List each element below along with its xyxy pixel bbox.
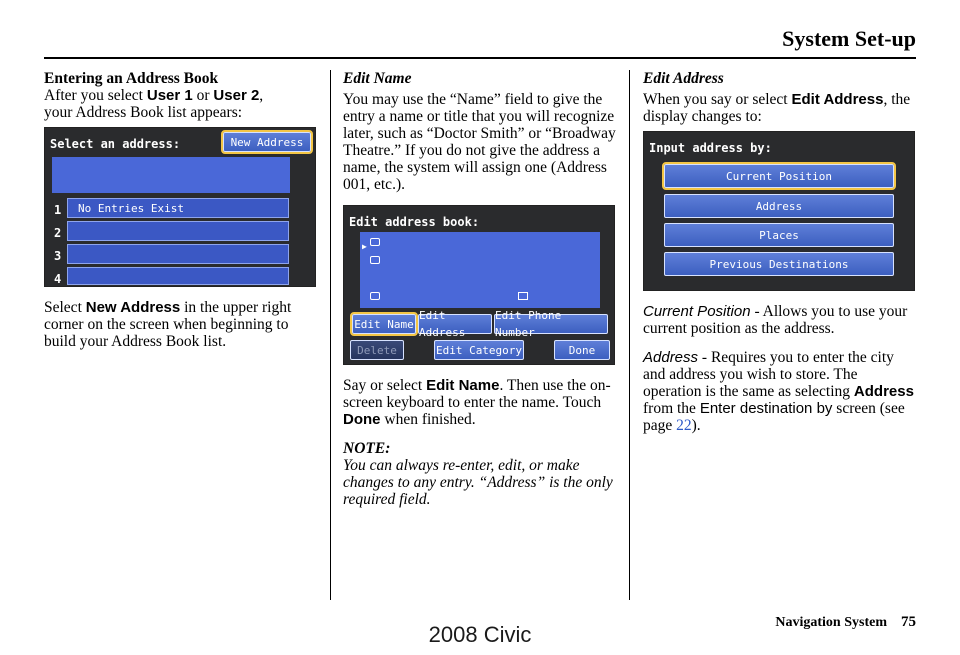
para-text: - Requires you to enter the city and address you wish to store. The operation is the same as selecting — [643, 349, 894, 400]
screen-input-address-by — [643, 131, 915, 291]
column-edit-name — [343, 70, 619, 508]
row-number: 4 — [54, 272, 62, 286]
name-field-icon — [370, 238, 380, 246]
footer-section-name: Navigation System — [775, 615, 887, 630]
address-field-icon — [370, 256, 380, 264]
para-text: ). — [691, 417, 701, 434]
address-bold-term: Address — [853, 383, 914, 400]
screen-title: Select an address: — [50, 137, 181, 151]
row-number: 1 — [54, 203, 62, 217]
places-option[interactable]: Places — [664, 223, 894, 247]
row-number: 2 — [54, 226, 62, 240]
user2-term: User 2 — [213, 87, 260, 104]
edit-name-instructions — [343, 377, 619, 428]
watermark-text: 2008 Civic — [428, 622, 532, 647]
edit-address-paragraph — [643, 91, 919, 125]
para-text: when finished. — [380, 411, 476, 428]
screen-title: Input address by: — [649, 141, 772, 155]
address-preview-pane — [52, 157, 290, 193]
intro-comma: , — [259, 87, 264, 104]
note-heading: NOTE: — [343, 440, 391, 457]
edit-name-tab[interactable]: Edit Name — [352, 314, 416, 334]
para-text: screen (see page — [643, 400, 905, 434]
current-position-description — [643, 303, 919, 337]
new-address-button[interactable]: New Address — [223, 132, 311, 152]
page-section-title: System Set-up — [782, 26, 916, 51]
screen-select-address — [44, 127, 316, 287]
column-divider-left — [330, 70, 331, 600]
section-heading-edit-name: Edit Name — [343, 70, 412, 87]
edit-name-term: Edit Name — [426, 377, 500, 394]
delete-button[interactable]: Delete — [350, 340, 404, 360]
header-divider — [44, 57, 916, 59]
page-number: 75 — [901, 614, 916, 630]
address-list-row[interactable] — [67, 221, 289, 241]
edit-name-paragraph: You may use the “Name” field to give the entry a name or title that you will recognize later, such as “Doctor Smith” or “Broadway Theatre.” If you do not give the address a name, the system will assign one (Address 001, etc.). — [343, 91, 616, 193]
previous-destinations-option[interactable]: Previous Destinations — [664, 252, 894, 276]
column-divider-right — [629, 70, 630, 600]
screen-edit-address-book — [343, 205, 615, 365]
section-heading-edit-address: Edit Address — [643, 70, 724, 87]
para-text: Say or select — [343, 377, 427, 394]
user1-term: User 1 — [146, 87, 193, 104]
address-list-row[interactable]: No Entries Exist — [67, 198, 289, 218]
intro-text: After you select — [44, 87, 147, 104]
page-22-link[interactable]: 22 — [676, 417, 692, 434]
select-new-address-paragraph — [44, 299, 320, 350]
new-address-term: New Address — [85, 299, 181, 316]
para-text: When you say or select — [643, 91, 792, 108]
address-list-row[interactable] — [67, 244, 289, 264]
category-icon — [518, 292, 528, 300]
section-heading-entering-address-book: Entering an Address Book — [44, 70, 219, 87]
current-position-term: Current Position — [643, 303, 751, 320]
para-text: , the display changes to: — [643, 91, 911, 125]
enter-destination-by-term: Enter destination by — [699, 400, 833, 417]
address-description — [643, 349, 919, 434]
pointer-icon: ▶ — [362, 242, 367, 251]
edit-address-tab[interactable]: Edit Address — [418, 314, 492, 334]
para-text: - Allows you to use your current position as the address. — [643, 303, 908, 337]
address-list-row[interactable] — [67, 267, 289, 285]
entry-detail-pane — [360, 232, 600, 308]
para-text: in the upper right corner on the screen when beginning to build your Address Book list. — [44, 299, 292, 350]
address-option[interactable]: Address — [664, 194, 894, 218]
column-entering-address-book — [44, 70, 320, 350]
para-text: from the — [643, 400, 700, 417]
para-text: Select — [44, 299, 86, 316]
intro-paragraph — [44, 87, 320, 121]
screen-title: Edit address book: — [349, 215, 480, 229]
current-position-option[interactable]: Current Position — [664, 164, 894, 188]
done-term: Done — [343, 411, 381, 428]
para-text: . Then use the on-screen keyboard to enter the name. Touch — [343, 377, 611, 411]
edit-address-term: Edit Address — [791, 91, 884, 108]
phone-field-icon — [370, 292, 380, 300]
intro-or: or — [192, 87, 214, 104]
address-term: Address — [643, 349, 699, 366]
edit-category-button[interactable]: Edit Category — [434, 340, 524, 360]
column-edit-address — [643, 70, 919, 434]
edit-phone-number-tab[interactable]: Edit Phone Number — [494, 314, 608, 334]
done-button[interactable]: Done — [554, 340, 610, 360]
row-number: 3 — [54, 249, 62, 263]
intro-line2: your Address Book list appears: — [44, 104, 243, 121]
note-text: You can always re-enter, edit, or make changes to any entry. “Address” is the only required field. — [343, 457, 613, 508]
